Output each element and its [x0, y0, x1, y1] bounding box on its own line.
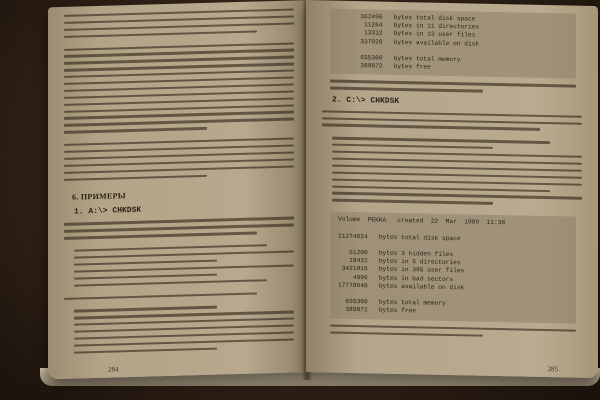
screen-line: 11264 bytes in 11 directories: [338, 20, 480, 31]
page-number-left: 284: [108, 365, 119, 374]
chkdsk-output-a: [330, 9, 576, 80]
section-heading: 6. ПРИМЕРЫ: [72, 191, 126, 203]
screen-line: 21274624 bytes total disk space: [338, 232, 461, 242]
left-paragraph-4: [64, 217, 294, 240]
screen-line: 655360 bytes total memory: [338, 297, 446, 308]
screen-line: Volume PEKKA created 22 Mar 1989 11:38: [338, 215, 506, 227]
figure-caption-b: [330, 324, 576, 338]
left-numbered-list-2: [64, 304, 294, 354]
right-paragraph-1: [322, 110, 582, 132]
right-numbered-list: [322, 137, 582, 207]
screen-line: 13312 bytes in 13 user files: [338, 29, 476, 39]
screen-line: 51200 bytes 3 hidden files: [338, 248, 454, 259]
screen-line: 655360 bytes total memory: [338, 53, 461, 64]
left-numbered-list: [64, 244, 294, 287]
left-paragraph-3: [64, 138, 294, 181]
right-page-content: [322, 8, 582, 363]
screen-line: 4096 bytes in bad sectors: [338, 273, 454, 283]
screen-line: 362496 bytes total disk space: [338, 12, 476, 23]
screen-line: 389072 bytes free: [338, 306, 416, 315]
command-prompt-c: 2. C:\> CHKDSK: [332, 95, 400, 106]
screen-line: 18432 bytes in 6 directories: [338, 256, 461, 267]
screen-line: 337920 bytes available on disk: [338, 37, 480, 48]
figure-caption-a: [330, 80, 576, 94]
chkdsk-output-c: [330, 212, 576, 324]
left-paragraph-1: [64, 8, 294, 37]
left-page: [48, 0, 310, 379]
left-page-content: [64, 8, 294, 364]
screen-line: 17778640 bytes available on disk: [338, 281, 465, 292]
page-number-right: 285: [547, 365, 558, 374]
screen-line: 389072 bytes free: [338, 61, 431, 71]
command-prompt-a: 1. A:\> CHKDSK: [74, 206, 142, 218]
right-page: [306, 0, 598, 378]
screen-line: 3421816 bytes in 395 user files: [338, 265, 465, 275]
left-paragraph-2: [64, 42, 294, 133]
